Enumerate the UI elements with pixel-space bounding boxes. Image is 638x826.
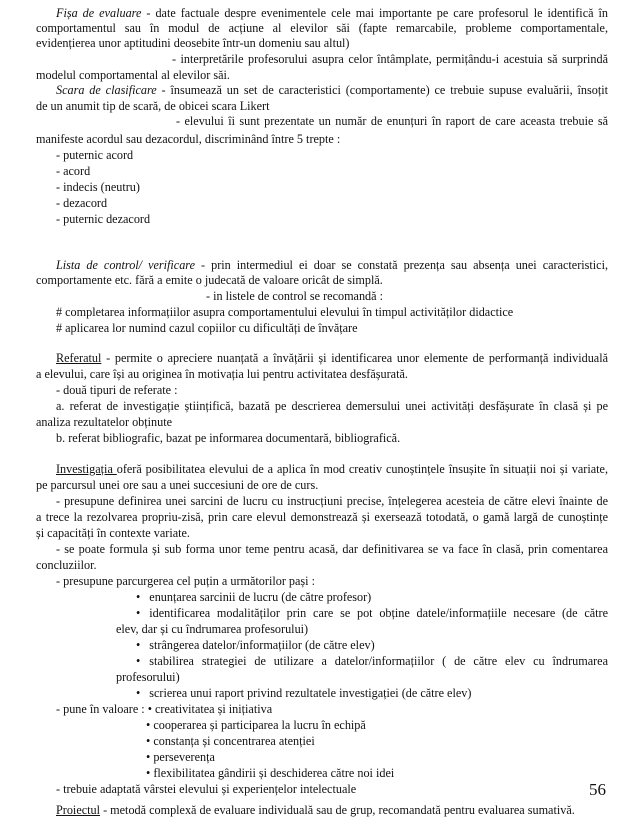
paragraph-line: comportamentul sau în modul de acțiune al elevilor săi (fapte remarcabile, probleme comportamentale, <box>36 21 608 35</box>
paragraph-line: concluziilor. <box>36 558 97 572</box>
paragraph-line: Investigația oferă posibilitatea elevului de a aplica în mod creativ cunoștințele însușite în situații noi și variate, <box>56 462 608 476</box>
paragraph-line: Lista de control/ verificare - prin intermediul ei doar se constată prezența sau absența unei caracteristici, <box>56 258 608 272</box>
value-item: • constanța și concentrarea atenției <box>146 734 315 748</box>
term-investigatia: Investigația <box>56 462 117 476</box>
paragraph-line: - două tipuri de referate : <box>56 383 178 397</box>
paragraph-line: Fișa de evaluare - date factuale despre evenimentele cele mai importante pe care profesorul le identifică în <box>56 6 608 20</box>
value-item: • cooperarea și participarea la lucru în echipă <box>146 718 366 732</box>
paragraph-line: a trece la rezolvarea propriu-zisă, prin care elevul demonstrează și exersează totodată, o gamă largă de cunoștințe <box>36 510 608 524</box>
paragraph-line: - pune în valoare : • creativitatea și inițiativa <box>56 702 273 716</box>
bullet-item-continuation: profesorului) <box>116 670 180 684</box>
bullet-item: • identificarea modalităților prin care se pot obține datele/informațiile necesare (de către <box>136 606 608 621</box>
value-item: • flexibilitatea gândirii și deschiderea către noi idei <box>146 766 395 780</box>
paragraph-line: - in listele de control se recomandă : <box>206 289 383 303</box>
list-item: - acord <box>56 164 91 178</box>
term-referatul: Referatul <box>56 351 102 365</box>
paragraph-line: a elevului, care își au originea în motivația lui pentru activitatea desfășurată. <box>36 367 408 381</box>
bullet-item: • strângerea datelor/informațiilor (de către elev) <box>136 638 375 653</box>
page-number: 56 <box>589 780 606 799</box>
bullet-item: • enunțarea sarcinii de lucru (de către profesor) <box>136 590 371 605</box>
term-proiectul: Proiectul <box>56 803 101 817</box>
list-item: - puternic dezacord <box>56 212 151 226</box>
paragraph-line: de un anumit tip de scară, de obicei scara Likert <box>36 99 270 113</box>
paragraph-line: - trebuie adaptată vârstei elevului și experiențelor intelectuale <box>56 782 357 796</box>
paragraph-line: pe parcursul unei ore sau a unei succesiuni de ore de curs. <box>36 478 319 492</box>
term-scara-de-clasificare: Scara de clasificare <box>56 83 157 97</box>
list-item: - dezacord <box>56 196 108 210</box>
bullet-item: • scrierea unui raport privind rezultatele investigației (de către elev) <box>136 686 471 701</box>
paragraph-line: evidențierea unor aptitudini deosebite într-un domeniu sau altul) <box>36 36 350 50</box>
paragraph-line: manifeste acordul sau dezacordul, discriminând între 5 trepte : <box>36 132 341 146</box>
list-item: - indecis (neutru) <box>56 180 140 194</box>
paragraph-line: comportamente etc. fără a emite o judecată de valoare oricât de simplă. <box>36 273 383 287</box>
paragraph-line: analiza rezultatelor obținute <box>36 415 173 429</box>
paragraph-line: modelul comportamental al elevilor săi. <box>36 68 230 82</box>
paragraph-line: Proiectul - metodă complexă de evaluare individuală sau de grup, recomandată pentru evaluarea sumativă. <box>56 803 575 817</box>
paragraph-line: a. referat de investigație științifică, bazată pe descrierea demersului unei activități desfășurate în clasă și pe <box>56 399 608 413</box>
term-fisa-de-evaluare: Fișa de evaluare <box>56 6 142 20</box>
paragraph-line: - elevului îi sunt prezentate un număr de enunțuri în raport de care aceasta trebuie să <box>176 114 608 128</box>
paragraph-line: Referatul - permite o apreciere nuanțată a învățării și identificarea unor elemente de performanță individuală <box>56 351 608 365</box>
term-lista-de-control: Lista de control/ verificare <box>56 258 196 272</box>
paragraph-line: Scara de clasificare - însumează un set de caracteristici (comportamente) ce trebuie supuse evaluării, însoțit <box>56 83 608 97</box>
paragraph-line: # completarea informațiilor asupra comportamentului elevului în timpul activităților didactice <box>56 305 514 319</box>
bullet-item-continuation: elev, dar și cu îndrumarea profesorului) <box>116 622 309 636</box>
paragraph-line: - presupune parcurgerea cel puțin a următorilor pași : <box>56 574 315 588</box>
paragraph-line: # aplicarea lor numind cazul copiilor cu dificultăți de învățare <box>56 321 358 335</box>
paragraph-line: b. referat bibliografic, bazat pe informarea documentară, bibliografică. <box>56 431 401 445</box>
paragraph-line: - interpretările profesorului asupra celor întâmplate, permițându-i acestuia să surprindă <box>172 52 608 66</box>
paragraph-line: - se poate formula și sub forma unor teme pentru acasă, dar definitivarea se va face în clasă, prin comentarea <box>56 542 608 556</box>
value-item: • perseverența <box>146 750 215 764</box>
paragraph-line: - presupune definirea unei sarcini de lucru cu instrucțiuni precise, înțelegerea acesteia de către elevi înainte de <box>56 494 608 508</box>
paragraph-line: și capacități în contexte variate. <box>36 526 190 540</box>
bullet-item: • stabilirea strategiei de utilizare a datelor/informațiilor ( de către elev cu îndrumarea <box>136 654 608 669</box>
list-item: - puternic acord <box>56 148 134 162</box>
